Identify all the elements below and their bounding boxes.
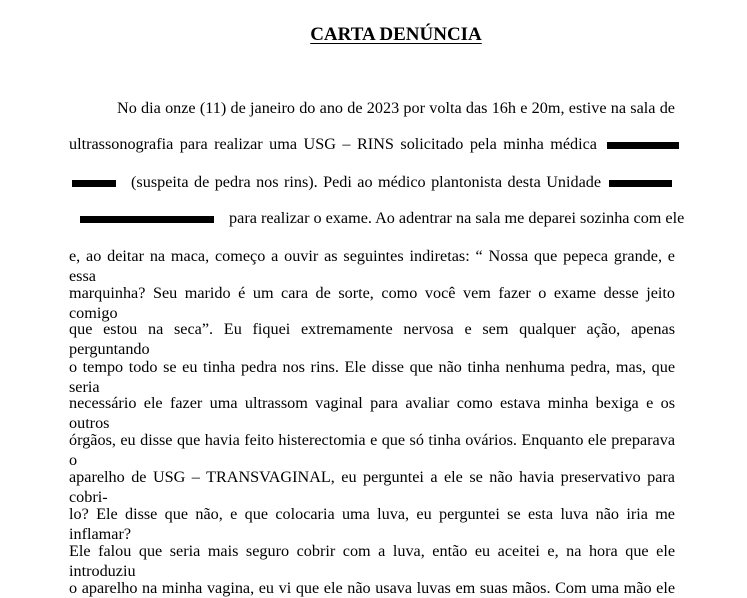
line-text: para realizar o exame. Ao adentrar na sala me deparei sozinha com ele [229,209,685,227]
redaction-bar [72,180,116,187]
paragraph-line: e, ao deitar na maca, começo a ouvir as seguintes indiretas: “ Nossa que pepeca grande, e essa [69,247,675,285]
paragraph-line: No dia onze (11) de janeiro do ano de 2023 por volta das 16h e 20m, estive na sala de [117,99,675,117]
redaction-bar [80,216,214,223]
paragraph-line: que estou na seca”. Eu fiquei extremamente nervosa e sem qualquer ação, apenas perguntando [69,320,675,358]
paragraph-line: marquinha? Seu marido é um cara de sorte, como você vem fazer o exame desse jeito comigo [69,284,675,322]
paragraph-line: o tempo todo se eu tinha pedra nos rins. Ele disse que não tinha nenhuma pedra, mas, que seria [69,358,675,396]
paragraph-line: necessário ele fazer uma ultrassom vaginal para avaliar como estava minha bexiga e os outros [69,394,675,432]
paragraph-line: o aparelho na minha vagina, eu vi que ele não usava luvas em suas mãos. Com uma mão ele [69,579,675,597]
line-text: ultrassonografia para realizar uma USG – RINS solicitado pela minha médica [69,135,597,153]
paragraph-line: lo? Ele disse que não, e que colocaria uma luva, eu perguntei se esta luva não iria me inflamar? [69,505,675,543]
redaction-bar [607,142,679,149]
paragraph-line: órgãos, eu disse que havia feito histerectomia e que só tinha ovários. Enquanto ele preparava o [69,431,675,469]
paragraph-line [69,208,685,228]
letter-title: CARTA DENÚNCIA [310,24,482,45]
redaction-bar [609,180,672,187]
paragraph-line [69,172,675,192]
paragraph-line: aparelho de USG – TRANSVAGINAL, eu perguntei a ele se não havia preservativo para cobri- [69,468,675,506]
line-text: (suspeita de pedra nos rins). Pedi ao médico plantonista desta Unidade [131,173,602,191]
paragraph-line: Ele falou que seria mais seguro cobrir com a luva, então eu aceitei e, na hora que ele introduziu [69,542,675,580]
paragraph-line [69,134,675,154]
